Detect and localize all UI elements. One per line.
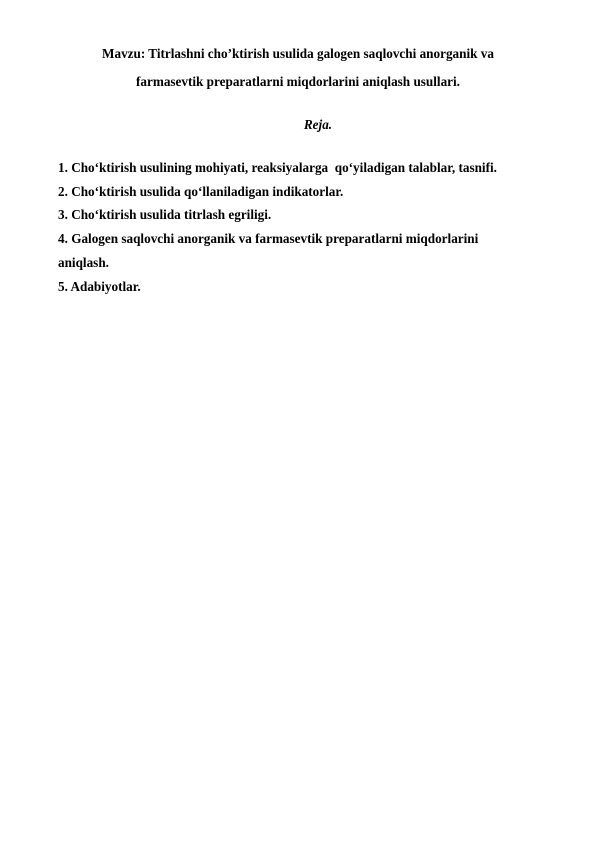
- title-line-1: Mavzu: Titrlashni cho’ktirish usulida galogen saqlovchi anorganik va: [102, 46, 494, 61]
- title-line-2: farmasevtik preparatlarni miqdorlarini aniqlash usullari.: [136, 74, 460, 89]
- plan-item-4-continued: aniqlash.: [58, 254, 109, 270]
- plan-list: [58, 156, 558, 298]
- plan-item-5: 5. Adabiyotlar.: [58, 278, 141, 294]
- plan-item-2: 2. Cho‘ktirish usulida qo‘llaniladigan indikatorlar.: [58, 183, 344, 199]
- plan-item-3: 3. Cho‘ktirish usulida titrlash egriligi.: [58, 207, 272, 223]
- plan-item-1: 1. Cho‘ktirish usulining mohiyati, reaksiyalarga qo‘yiladigan talablar, tasnifi.: [58, 160, 497, 175]
- plan-item-4: 4. Galogen saqlovchi anorganik va farmasevtik preparatlarni miqdorlarini: [58, 231, 479, 247]
- plan-heading: Reja.: [303, 117, 333, 132]
- document-title: [40, 40, 556, 96]
